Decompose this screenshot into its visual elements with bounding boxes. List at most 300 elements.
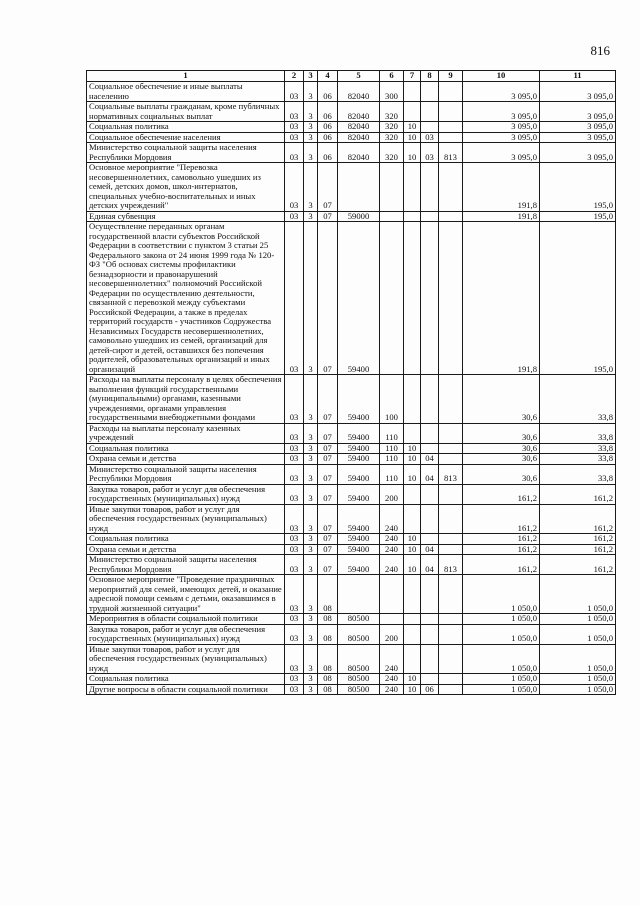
col-5-cell: 59400	[338, 555, 380, 575]
col-11-value: 161,2	[540, 484, 616, 504]
column-header: 3	[304, 71, 318, 82]
col-4-cell: 07	[318, 375, 338, 424]
col-4-cell: 08	[318, 674, 338, 685]
col-9-cell	[439, 122, 463, 133]
row-name: Социальная политика	[87, 443, 285, 454]
col-2-cell: 03	[285, 375, 304, 424]
col-8-cell: 06	[421, 684, 439, 695]
row-name: Социальная политика	[87, 534, 285, 545]
budget-table	[86, 70, 616, 695]
col-10-value: 161,2	[463, 555, 540, 575]
col-7-cell	[404, 163, 421, 212]
col-6-cell: 320	[380, 102, 404, 122]
col-6-cell: 240	[380, 644, 404, 674]
col-8-cell: 04	[421, 464, 439, 484]
col-9-cell: 813	[439, 555, 463, 575]
col-6-cell	[380, 614, 404, 625]
row-name: Иные закупки товаров, работ и услуг для обеспечения государственных (муниципальных) нужд	[87, 504, 285, 534]
col-6-cell: 320	[380, 143, 404, 163]
col-7-cell	[404, 614, 421, 625]
table-row	[87, 674, 616, 685]
col-3-cell: 3	[304, 555, 318, 575]
col-3-cell: 3	[304, 484, 318, 504]
col-8-cell	[421, 82, 439, 102]
col-6-cell: 240	[380, 684, 404, 695]
col-7-cell: 10	[404, 464, 421, 484]
col-11-value: 3 095,0	[540, 122, 616, 133]
col-6-cell: 200	[380, 484, 404, 504]
col-5-cell: 80500	[338, 684, 380, 695]
col-3-cell: 3	[304, 674, 318, 685]
col-11-value: 3 095,0	[540, 82, 616, 102]
row-name: Основное мероприятие "Проведение праздничных мероприятий для семей, имеющих детей, и оказание адресной помощи семьям с детьми, оказавшимся в трудной жизненной ситуации"	[87, 575, 285, 614]
col-9-cell	[439, 674, 463, 685]
col-5-cell	[338, 163, 380, 212]
col-8-cell	[421, 614, 439, 625]
col-3-cell: 3	[304, 222, 318, 375]
col-7-cell: 10	[404, 454, 421, 465]
col-2-cell: 03	[285, 504, 304, 534]
col-11-value: 33,8	[540, 443, 616, 454]
col-5-cell: 80500	[338, 674, 380, 685]
col-10-value: 30,6	[463, 423, 540, 443]
col-7-cell: 10	[404, 674, 421, 685]
col-11-value: 33,8	[540, 423, 616, 443]
column-header: 11	[540, 71, 616, 82]
table-row	[87, 624, 616, 644]
column-header: 2	[285, 71, 304, 82]
col-3-cell: 3	[304, 443, 318, 454]
col-10-value: 191,8	[463, 211, 540, 222]
col-7-cell: 10	[404, 122, 421, 133]
col-4-cell: 06	[318, 82, 338, 102]
col-8-cell: 04	[421, 544, 439, 555]
col-3-cell: 3	[304, 423, 318, 443]
col-4-cell: 06	[318, 122, 338, 133]
col-9-cell	[439, 375, 463, 424]
col-3-cell: 3	[304, 454, 318, 465]
col-6-cell: 200	[380, 624, 404, 644]
col-5-cell: 59400	[338, 443, 380, 454]
table-row	[87, 614, 616, 625]
table-row	[87, 82, 616, 102]
col-6-cell: 300	[380, 82, 404, 102]
col-2-cell: 03	[285, 544, 304, 555]
table-row	[87, 102, 616, 122]
col-10-value: 1 050,0	[463, 614, 540, 625]
col-2-cell: 03	[285, 555, 304, 575]
col-9-cell	[439, 534, 463, 545]
col-10-value: 3 095,0	[463, 82, 540, 102]
col-2-cell: 03	[285, 163, 304, 212]
col-2-cell: 03	[285, 684, 304, 695]
col-10-value: 1 050,0	[463, 684, 540, 695]
col-10-value: 161,2	[463, 504, 540, 534]
col-2-cell: 03	[285, 222, 304, 375]
table-row	[87, 222, 616, 375]
col-9-cell: 813	[439, 464, 463, 484]
header-row	[87, 71, 616, 82]
col-3-cell: 3	[304, 614, 318, 625]
col-7-cell: 10	[404, 534, 421, 545]
column-header: 6	[380, 71, 404, 82]
table-row	[87, 575, 616, 614]
col-5-cell: 59400	[338, 504, 380, 534]
col-7-cell	[404, 644, 421, 674]
col-11-value: 195,0	[540, 222, 616, 375]
row-name: Министерство социальной защиты населения Республики Мордовия	[87, 143, 285, 163]
col-8-cell	[421, 423, 439, 443]
table-body	[87, 82, 616, 695]
col-6-cell: 320	[380, 122, 404, 133]
col-4-cell: 06	[318, 102, 338, 122]
row-name: Расходы на выплаты персоналу в целях обеспечения выполнения функций государственными (муниципальными) органами, казенными учреждениями, органами управления государственными внебюджетными фондами	[87, 375, 285, 424]
col-9-cell	[439, 423, 463, 443]
col-9-cell	[439, 624, 463, 644]
col-10-value: 30,6	[463, 464, 540, 484]
col-4-cell: 08	[318, 684, 338, 695]
col-10-value: 1 050,0	[463, 624, 540, 644]
col-7-cell	[404, 82, 421, 102]
col-6-cell	[380, 163, 404, 212]
column-header: 5	[338, 71, 380, 82]
row-name: Министерство социальной защиты населения Республики Мордовия	[87, 555, 285, 575]
col-6-cell: 240	[380, 544, 404, 555]
col-3-cell: 3	[304, 82, 318, 102]
row-name: Социальная политика	[87, 674, 285, 685]
col-7-cell	[404, 423, 421, 443]
col-7-cell	[404, 211, 421, 222]
col-10-value: 161,2	[463, 484, 540, 504]
table-row	[87, 464, 616, 484]
col-5-cell: 80500	[338, 644, 380, 674]
col-5-cell: 80500	[338, 614, 380, 625]
col-9-cell	[439, 132, 463, 143]
col-4-cell: 07	[318, 163, 338, 212]
col-9-cell	[439, 544, 463, 555]
col-3-cell: 3	[304, 464, 318, 484]
col-2-cell: 03	[285, 102, 304, 122]
table-row	[87, 143, 616, 163]
row-name: Министерство социальной защиты населения Республики Мордовия	[87, 464, 285, 484]
col-5-cell: 59400	[338, 375, 380, 424]
col-10-value: 191,8	[463, 222, 540, 375]
col-6-cell: 240	[380, 534, 404, 545]
col-7-cell	[404, 102, 421, 122]
col-5-cell	[338, 575, 380, 614]
col-11-value: 1 050,0	[540, 575, 616, 614]
col-10-value: 161,2	[463, 544, 540, 555]
col-3-cell: 3	[304, 143, 318, 163]
col-5-cell: 59400	[338, 544, 380, 555]
col-3-cell: 3	[304, 504, 318, 534]
col-6-cell: 110	[380, 443, 404, 454]
col-3-cell: 3	[304, 644, 318, 674]
col-2-cell: 03	[285, 534, 304, 545]
col-11-value: 33,8	[540, 464, 616, 484]
table-row	[87, 375, 616, 424]
col-8-cell: 04	[421, 454, 439, 465]
col-5-cell: 82040	[338, 122, 380, 133]
table-row	[87, 555, 616, 575]
col-10-value: 1 050,0	[463, 674, 540, 685]
col-11-value: 3 095,0	[540, 102, 616, 122]
col-3-cell: 3	[304, 211, 318, 222]
col-11-value: 161,2	[540, 544, 616, 555]
col-5-cell: 59400	[338, 423, 380, 443]
col-4-cell: 08	[318, 644, 338, 674]
col-11-value: 161,2	[540, 504, 616, 534]
col-11-value: 3 095,0	[540, 132, 616, 143]
col-3-cell: 3	[304, 122, 318, 133]
col-5-cell: 82040	[338, 143, 380, 163]
col-8-cell	[421, 211, 439, 222]
column-header: 8	[421, 71, 439, 82]
col-7-cell	[404, 375, 421, 424]
col-2-cell: 03	[285, 575, 304, 614]
col-8-cell: 03	[421, 143, 439, 163]
col-4-cell: 07	[318, 443, 338, 454]
col-6-cell: 110	[380, 454, 404, 465]
col-8-cell	[421, 534, 439, 545]
col-11-value: 1 050,0	[540, 614, 616, 625]
col-5-cell: 82040	[338, 132, 380, 143]
col-2-cell: 03	[285, 454, 304, 465]
col-7-cell: 10	[404, 684, 421, 695]
col-6-cell: 240	[380, 504, 404, 534]
col-6-cell: 110	[380, 464, 404, 484]
col-2-cell: 03	[285, 423, 304, 443]
col-11-value: 195,0	[540, 211, 616, 222]
col-6-cell: 100	[380, 375, 404, 424]
col-2-cell: 03	[285, 82, 304, 102]
col-10-value: 191,8	[463, 163, 540, 212]
col-6-cell	[380, 211, 404, 222]
col-7-cell: 10	[404, 443, 421, 454]
table-row	[87, 504, 616, 534]
col-5-cell: 59400	[338, 222, 380, 375]
col-2-cell: 03	[285, 674, 304, 685]
col-8-cell	[421, 504, 439, 534]
col-9-cell	[439, 484, 463, 504]
row-name: Охрана семьи и детства	[87, 544, 285, 555]
col-9-cell	[439, 454, 463, 465]
col-9-cell: 813	[439, 143, 463, 163]
col-8-cell	[421, 102, 439, 122]
col-3-cell: 3	[304, 544, 318, 555]
col-3-cell: 3	[304, 534, 318, 545]
col-7-cell	[404, 624, 421, 644]
col-10-value: 3 095,0	[463, 143, 540, 163]
column-header: 7	[404, 71, 421, 82]
row-name: Социальное обеспечение и иные выплаты населению	[87, 82, 285, 102]
col-10-value: 1 050,0	[463, 644, 540, 674]
col-5-cell: 82040	[338, 102, 380, 122]
column-header: 10	[463, 71, 540, 82]
col-10-value: 3 095,0	[463, 122, 540, 133]
col-10-value: 30,6	[463, 454, 540, 465]
col-4-cell: 07	[318, 555, 338, 575]
col-9-cell	[439, 163, 463, 212]
col-6-cell	[380, 222, 404, 375]
col-5-cell: 59400	[338, 534, 380, 545]
col-5-cell: 59000	[338, 211, 380, 222]
column-header: 9	[439, 71, 463, 82]
col-4-cell: 06	[318, 143, 338, 163]
col-8-cell	[421, 122, 439, 133]
row-name: Социальная политика	[87, 122, 285, 133]
col-4-cell: 07	[318, 534, 338, 545]
col-2-cell: 03	[285, 484, 304, 504]
col-11-value: 3 095,0	[540, 143, 616, 163]
row-name: Закупка товаров, работ и услуг для обеспечения государственных (муниципальных) нужд	[87, 624, 285, 644]
col-7-cell: 10	[404, 544, 421, 555]
col-10-value: 1 050,0	[463, 575, 540, 614]
col-4-cell: 07	[318, 211, 338, 222]
col-9-cell	[439, 82, 463, 102]
col-9-cell	[439, 443, 463, 454]
table-row	[87, 644, 616, 674]
col-3-cell: 3	[304, 102, 318, 122]
col-10-value: 30,6	[463, 375, 540, 424]
page-number: 816	[590, 43, 610, 58]
col-8-cell	[421, 674, 439, 685]
col-11-value: 1 050,0	[540, 624, 616, 644]
col-8-cell	[421, 222, 439, 375]
row-name: Мероприятия в области социальной политики	[87, 614, 285, 625]
col-6-cell: 240	[380, 555, 404, 575]
col-5-cell: 59400	[338, 484, 380, 504]
row-name: Осуществление переданных органам государственной власти субъектов Российской Федерации в соответствии с пунктом 3 статьи 25 Федерального закона от 24 июня 1999 года № 120-ФЗ "Об основах системы профилактики безнадзорности и правонарушений несовершеннолетних" полномочий Российской Федерации по осуществлению деятельности, связанной с перевозкой между субъектами Российской Федерации, а также в пределах территорий государств - участников Содружества Независимых Государств несовершеннолетних, самовольно ушедших из семей, организаций для детей-сирот и детей, оставшихся без попечения родителей, образовательных организаций и иных организаций	[87, 222, 285, 375]
col-6-cell: 320	[380, 132, 404, 143]
col-2-cell: 03	[285, 143, 304, 163]
col-2-cell: 03	[285, 614, 304, 625]
col-3-cell: 3	[304, 624, 318, 644]
col-4-cell: 08	[318, 614, 338, 625]
col-2-cell: 03	[285, 624, 304, 644]
col-8-cell: 03	[421, 132, 439, 143]
col-8-cell	[421, 443, 439, 454]
col-10-value: 30,6	[463, 443, 540, 454]
col-9-cell	[439, 644, 463, 674]
col-4-cell: 07	[318, 484, 338, 504]
table-row	[87, 211, 616, 222]
col-4-cell: 07	[318, 464, 338, 484]
col-4-cell: 07	[318, 423, 338, 443]
col-10-value: 3 095,0	[463, 102, 540, 122]
col-2-cell: 03	[285, 122, 304, 133]
col-8-cell	[421, 163, 439, 212]
col-8-cell	[421, 375, 439, 424]
col-4-cell: 07	[318, 222, 338, 375]
row-name: Другие вопросы в области социальной политики	[87, 684, 285, 695]
row-name: Иные закупки товаров, работ и услуг для обеспечения государственных (муниципальных) нужд	[87, 644, 285, 674]
col-2-cell: 03	[285, 132, 304, 143]
col-3-cell: 3	[304, 132, 318, 143]
row-name: Расходы на выплаты персоналу казенных учреждений	[87, 423, 285, 443]
row-name: Охрана семьи и детства	[87, 454, 285, 465]
col-9-cell	[439, 684, 463, 695]
col-7-cell: 10	[404, 555, 421, 575]
col-2-cell: 03	[285, 443, 304, 454]
col-6-cell: 110	[380, 423, 404, 443]
col-7-cell	[404, 222, 421, 375]
column-header: 4	[318, 71, 338, 82]
col-4-cell: 08	[318, 624, 338, 644]
col-11-value: 33,8	[540, 454, 616, 465]
column-header: 1	[87, 71, 285, 82]
col-8-cell	[421, 624, 439, 644]
col-3-cell: 3	[304, 163, 318, 212]
col-8-cell	[421, 575, 439, 614]
row-name: Единая субвенция	[87, 211, 285, 222]
col-9-cell	[439, 222, 463, 375]
col-9-cell	[439, 504, 463, 534]
col-7-cell	[404, 575, 421, 614]
col-9-cell	[439, 102, 463, 122]
col-5-cell: 59400	[338, 464, 380, 484]
col-6-cell	[380, 575, 404, 614]
col-11-value: 1 050,0	[540, 674, 616, 685]
col-9-cell	[439, 614, 463, 625]
row-name: Закупка товаров, работ и услуг для обеспечения государственных (муниципальных) нужд	[87, 484, 285, 504]
col-8-cell	[421, 484, 439, 504]
col-11-value: 1 050,0	[540, 684, 616, 695]
table-row	[87, 132, 616, 143]
row-name: Основное мероприятие "Перевозка несовершеннолетних, самовольно ушедших из семей, детских домов, школ-интернатов, специальных учебно-воспитательных и иных детских учреждений"	[87, 163, 285, 212]
col-7-cell	[404, 504, 421, 534]
col-2-cell: 03	[285, 464, 304, 484]
col-9-cell	[439, 575, 463, 614]
col-2-cell: 03	[285, 211, 304, 222]
col-7-cell	[404, 484, 421, 504]
table-row	[87, 423, 616, 443]
col-5-cell: 59400	[338, 454, 380, 465]
col-3-cell: 3	[304, 575, 318, 614]
col-10-value: 161,2	[463, 534, 540, 545]
col-5-cell: 80500	[338, 624, 380, 644]
table-row	[87, 534, 616, 545]
col-11-value: 1 050,0	[540, 644, 616, 674]
col-6-cell: 240	[380, 674, 404, 685]
col-8-cell	[421, 644, 439, 674]
row-name: Социальные выплаты гражданам, кроме публичных нормативных социальных выплат	[87, 102, 285, 122]
table-row	[87, 454, 616, 465]
col-11-value: 195,0	[540, 163, 616, 212]
col-3-cell: 3	[304, 684, 318, 695]
col-5-cell: 82040	[338, 82, 380, 102]
col-7-cell: 10	[404, 143, 421, 163]
table-row	[87, 484, 616, 504]
col-9-cell	[439, 211, 463, 222]
col-2-cell: 03	[285, 644, 304, 674]
row-name: Социальное обеспечение населения	[87, 132, 285, 143]
table-row	[87, 163, 616, 212]
col-3-cell: 3	[304, 375, 318, 424]
col-7-cell: 10	[404, 132, 421, 143]
col-8-cell: 04	[421, 555, 439, 575]
col-4-cell: 07	[318, 544, 338, 555]
table-row	[87, 443, 616, 454]
col-4-cell: 07	[318, 504, 338, 534]
col-4-cell: 08	[318, 575, 338, 614]
col-4-cell: 06	[318, 132, 338, 143]
col-10-value: 3 095,0	[463, 132, 540, 143]
col-11-value: 161,2	[540, 555, 616, 575]
col-11-value: 161,2	[540, 534, 616, 545]
table-row	[87, 544, 616, 555]
table-row	[87, 684, 616, 695]
